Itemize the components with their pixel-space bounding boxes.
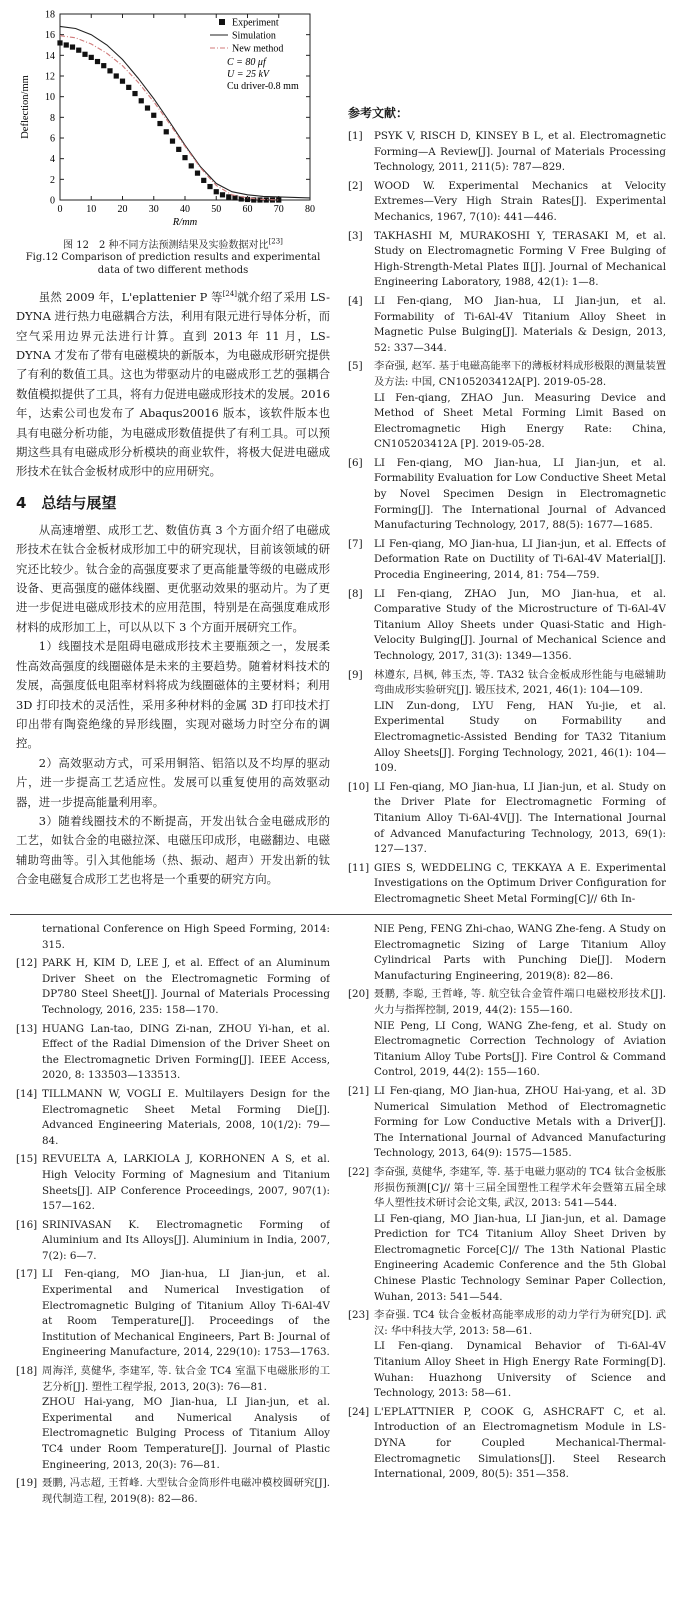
reference-number: [10] <box>348 780 370 793</box>
reference-text-primary: TILLMANN W, VOGLI E. Multilayers Design for the Electromagnetic Sheet Metal Forming Die[J]. Advanced Engineering Materials, 2008, 10(1/2): 79—84. <box>42 1087 330 1147</box>
reference-item <box>348 861 666 908</box>
y-tick-label: 12 <box>45 71 55 83</box>
chart-annotation: U = 25 kV <box>227 69 270 80</box>
chart-annotation: Cu driver-0.8 mm <box>227 81 299 92</box>
reference-text-primary: REVUELTA A, LARKIOLA J, KORHONEN A S, et al. High Velocity Forming of Magnesium and Titanium Sheets[J]. AIP Conference Proceedings, 2007, 907(1): 157—162. <box>42 1153 330 1213</box>
reference-text-translation: LI Fen-qiang, ZHAO Jun. Measuring Device and Method of Sheet Metal Forming Limit Based on Electromagnetic High Energy Rate: China, CN105203412A [P]. 2019-05-28. <box>374 391 666 451</box>
paragraph-point-1: 1）线圈技术是阻碍电磁成形技术主要瓶颈之一，发展柔性高效高强度的线圈磁体是未来的主要趋势。随着材料技术的发展，高强度低电阻率材料将成为线圈磁体的主要材料；利用 3D 打印技术的灵活性，采用多种材料的金属 3D 打印技术打印出带有陶瓷绝缘的异形线圈，实现对磁场力时空分布的调控。 <box>16 639 330 751</box>
experiment-point <box>195 171 200 176</box>
reference-text-primary: LI Fen-qiang, MO Jian-hua, ZHOU Hai-yang, et al. 3D Numerical Simulation Method of Electromagnetic Forming for Low Conductive Metals with a Driver[J]. The International Journal of Advanced Manufacturing Technology, 2013, 64(9): 1575—1585. <box>374 1084 666 1160</box>
x-tick-label: 60 <box>242 204 253 215</box>
y-tick-label: 18 <box>45 9 55 21</box>
reference-text-translation: LIN Zun-dong, LYU Feng, HAN Yu-jie, et al. Experimental Study on Formability and Electromagnetic-Assisted Bending for TA32 Titanium Alloy Sheets[J]. Forging Technology, 2021, 46(1): 104—109. <box>374 699 666 775</box>
reference-number: [16] <box>16 1218 38 1231</box>
reference-text <box>374 668 666 777</box>
reference-text-primary: GIES S, WEDDELING C, TEKKAYA A E. Experimental Investigations on the Optimum Driver Configuration for Electromagnetic Sheet Metal Forming[C]// 6th In- <box>374 861 666 905</box>
reference-text <box>42 1152 330 1214</box>
reference-item <box>348 587 666 665</box>
reference-number: [2] <box>348 179 363 192</box>
legend-marker-experiment <box>219 19 225 25</box>
reference-text-translation: LI Fen-qiang. Dynamical Behavior of Ti-6Al-4V Titanium Alloy Sheet in High Energy Rate Forming[D]. Wuhan: Huazhong University of Science and Technology, 2013: 58—61. <box>374 1340 666 1400</box>
reference-item <box>16 1267 330 1361</box>
y-axis-label: Deflection/mm <box>20 75 31 139</box>
reference-text <box>42 1087 330 1149</box>
reference-text <box>374 987 666 1081</box>
reference-text-translation: NIE Peng, LI Cong, WANG Zhe-feng, et al. Study on Electromagnetic Correction Technology of Aviation Titanium Alloy Tube Ports[J]. Fire Control & Command Control, 2019, 44(2): 155—160. <box>374 1019 666 1079</box>
reference-number: [18] <box>16 1365 38 1378</box>
reference-text <box>374 1084 666 1162</box>
reference-text-translation: LI Fen-qiang, MO Jian-hua, LI Jian-jun, et al. Damage Prediction for TC4 Titanium Alloy Sheet Driven by Electromagnetic Force[C]// The 13th National Plastic Engineering Academic Conference and the 5th Global Chinese Plastic Technology Seminar Paper Collection, Wuhan, 2013: 541—544. <box>374 1212 666 1303</box>
reference-text <box>374 1405 666 1483</box>
experiment-point <box>76 48 81 53</box>
reference-text-primary: LI Fen-qiang, MO Jian-hua, LI Jian-jun, et al. Experimental and Numerical Investigation of Electromagnetic Bulging of Titanium Alloy Ti-6Al-4V at Room Temperature[J]. Proceedings of the Institution of Mechanical Engineers, Part B: Journal of Engineering Manufacture, 2014, 229(10): 1753—1763. <box>42 1268 330 1359</box>
legend-label-experiment: Experiment <box>232 17 279 29</box>
reference-text <box>374 587 666 665</box>
reference-text-primary: 李奋强, 赵军. 基于电磁高能率下的薄板材料成形极限的测量装置及方法: 中国, CN105203412A[P]. 2019-05-28. <box>374 360 666 388</box>
reference-item <box>348 229 666 291</box>
reference-text-primary: 聂鹏, 李聪, 王哲峰, 等. 航空钛合金管件端口电磁校形技术[J]. 火力与指挥控制, 2019, 44(2): 155—160. <box>374 988 666 1016</box>
experiment-point <box>89 55 94 60</box>
experiment-point <box>176 147 181 152</box>
x-tick-label: 50 <box>211 204 222 215</box>
reference-number: [4] <box>348 294 363 307</box>
x-tick-label: 80 <box>305 204 315 215</box>
reference-number: [11] <box>348 861 370 874</box>
y-tick-label: 6 <box>50 133 55 145</box>
reference-item <box>348 987 666 1081</box>
experiment-point <box>201 178 206 183</box>
experiment-point <box>207 184 212 189</box>
experiment-point <box>157 121 162 126</box>
experiment-point <box>170 139 175 144</box>
reference-text-primary: 林遵东, 吕枫, 韩玉杰, 等. TA32 钛合金板成形性能与电磁辅助弯曲成形实验研究[J]. 锻压技术, 2021, 46(1): 104—109. <box>374 668 666 697</box>
deflection-chart <box>16 6 330 228</box>
reference-item <box>16 1476 330 1507</box>
experiment-point <box>214 189 219 194</box>
experiment-point <box>120 79 125 84</box>
reference-text-translation: ZHOU Hai-yang, MO Jian-hua, LI Jian-jun, et al. Experimental and Numerical Analysis of Electromagnetic Bulging Process of Titanium Alloy TC4 under Room Temperature[J]. Journal of Plastic Engineering, 2013, 20(3): 76—81. <box>42 1396 330 1471</box>
continuation-spacer <box>348 6 666 90</box>
experiment-point <box>82 52 87 57</box>
reference-text <box>374 179 666 226</box>
reference-item <box>348 1405 666 1483</box>
reference-item <box>16 1152 330 1214</box>
references-heading: 参考文献： <box>348 106 409 120</box>
y-tick-label: 10 <box>45 92 55 104</box>
figure-caption-cn: 图 12 2 种不同方法预测结果及实验数据对比[23] <box>63 237 283 251</box>
reference-number: [3] <box>348 229 363 242</box>
reference-text <box>374 294 666 356</box>
reference-item <box>16 956 330 1018</box>
reference-number: [12] <box>16 957 38 970</box>
reference-item <box>348 537 666 584</box>
right-column-top <box>348 6 666 912</box>
experiment-point <box>64 42 69 47</box>
reference-text-primary: LI Fen-qiang, MO Jian-hua, LI Jian-jun, et al. Study on the Driver Plate for Electromagnetic Forming of Titanium Alloy Ti-6Al-4V[J]. The International Journal of Advanced Manufacturing Technology, 2013, 69(1): 127—137. <box>374 780 666 856</box>
experiment-point <box>164 129 169 134</box>
reference-text-primary: PSYK V, RISCH D, KINSEY B L, et al. Electromagnetic Forming—A Review[J]. Journal of Materials Processing Technology, 2011, 211(5): 787—829. <box>374 130 666 174</box>
reference-text-primary: HUANG Lan-tao, DING Zi-nan, ZHOU Yi-han, et al. Effect of the Radial Dimension of the Driver Sheet on the Electromagnetic Driven Forming[J]. IEEE Access, 2020, 8: 133503—133513. <box>42 1022 330 1082</box>
x-tick-label: 70 <box>273 204 284 215</box>
reference-text <box>374 456 666 534</box>
reference-text <box>42 1218 330 1265</box>
experiment-point <box>257 197 262 202</box>
column-divider <box>10 914 672 915</box>
reference-text <box>374 861 666 908</box>
reference-text <box>374 1308 666 1402</box>
reference-text <box>42 1364 330 1473</box>
experiment-point <box>145 105 150 110</box>
experiment-point <box>182 155 187 160</box>
reference-text-primary: TAKHASHI M, MURAKOSHI Y, TERASAKI M, et al. Study on Electromagnetic Forming V Free Bulging of High-Strength-Metal Plates Ⅱ[J]. Journal of Mechanical Engineering Laboratory, 1988, 42(1): 1—8. <box>374 229 666 289</box>
reference-item <box>348 294 666 356</box>
reference-text <box>374 229 666 291</box>
section-heading: 4 总结与展望 <box>16 493 117 512</box>
legend-label-new-method: New method <box>232 43 284 55</box>
experiment-point <box>226 194 231 199</box>
reference-text-primary: LI Fen-qiang, MO Jian-hua, LI Jian-jun, et al. Effects of Deformation Rate on Ductility of Ti-6Al-4V Material[J]. Procedia Engineering, 2014, 81: 754—759. <box>374 537 666 582</box>
reference-text-primary: SRINIVASAN K. Electromagnetic Forming of Aluminium and Its Alloys[J]. Aluminium in India, 2007, 7(2): 6—7. <box>42 1218 330 1262</box>
reference-text-primary: L'EPLATTNIER P, COOK G, ASHCRAFT C, et al. Introduction of an Electromagnetism Module in LS-DYNA for Coupled Mechanical-Thermal-Electromagnetic Simulations[J]. Steel Research International, 2009, 80(5): 351—358. <box>374 1405 666 1481</box>
experiment-point <box>114 73 119 78</box>
experiment-point <box>151 113 156 118</box>
reference-text-primary: WOOD W. Experimental Mechanics at Velocity Extremes—Very High Strain Rates[J]. Experimental Mechanics, 1967, 7(10): 441—446. <box>374 179 666 223</box>
x-tick-label: 30 <box>148 204 159 215</box>
y-tick-label: 2 <box>50 174 55 186</box>
reference-text <box>42 1476 330 1507</box>
reference-item <box>348 456 666 534</box>
reference-item <box>348 1308 666 1402</box>
experiment-point <box>139 98 144 103</box>
reference-number: [14] <box>16 1087 38 1100</box>
reference-number: [20] <box>348 988 370 1001</box>
experiment-point <box>70 44 75 49</box>
reference-text <box>42 956 330 1018</box>
reference-number: [17] <box>16 1268 38 1281</box>
reference-list-3 <box>348 987 666 1482</box>
y-tick-label: 14 <box>45 50 55 62</box>
reference-item <box>348 1165 666 1305</box>
y-tick-label: 16 <box>45 30 55 42</box>
reference-text-primary: LI Fen-qiang, MO Jian-hua, LI Jian-jun, et al. Formability of Ti-6Al-4V Titanium Alloy Sheet in Magnetic Pulse Bulging[J]. Materials & Design, 2013, 52: 337—344. <box>374 294 666 354</box>
reference-text <box>374 359 666 453</box>
chart-annotation: C = 80 μf <box>227 57 266 68</box>
experiment-point <box>220 192 225 197</box>
reference-text <box>374 1165 666 1305</box>
experiment-point <box>57 40 62 45</box>
reference-number: [19] <box>16 1477 38 1490</box>
left-column-bottom <box>16 922 330 1608</box>
experiment-point <box>101 63 106 68</box>
experiment-point <box>126 85 131 90</box>
y-tick-label: 8 <box>50 112 55 124</box>
reference-item <box>348 179 666 226</box>
y-tick-label: 4 <box>50 154 55 166</box>
experiment-point <box>107 68 112 73</box>
experiment-point <box>276 197 281 202</box>
x-tick-label: 20 <box>117 204 128 215</box>
reference-number: [1] <box>348 130 363 142</box>
x-axis-label: R/mm <box>172 217 198 228</box>
reference-item <box>16 1022 330 1084</box>
paragraph-summary: 从高速增塑、成形工艺、数值仿真 3 个方面介绍了电磁成形技术在钛合金板材成形加工中的研究现状，目前该领域的研究还比较少。钛合金的高强度要求了更高能量等级的电磁成形设备、更高强度的磁体线圈、更优驱动效果的驱动片。为了更进一步促进电磁成形技术的应用范围，特别是在高强度难成形材料的成形加工上，可以从以下 3 个方面开展研究工作。 <box>16 522 330 634</box>
reference-item <box>16 1087 330 1149</box>
x-tick-label: 10 <box>86 204 97 215</box>
reference-text-primary: PARK H, KIM D, LEE J, et al. Effect of an Aluminum Driver Sheet on the Electromagnetic Forming of DP780 Steel Sheet[J]. Journal of Materials Processing Technology, 2016, 235: 158—170. <box>42 957 330 1016</box>
reference-number: [24] <box>348 1405 370 1418</box>
reference-item <box>16 1364 330 1473</box>
reference-number: [22] <box>348 1165 370 1178</box>
experiment-point <box>232 195 237 200</box>
reference-text <box>42 1022 330 1084</box>
reference-text <box>374 129 666 176</box>
reference-text-primary: 李奋强. TC4 钛合金板材高能率成形的动力学行为研究[D]. 武汉: 华中科技大学, 2013: 58—61. <box>374 1309 666 1337</box>
plot-frame <box>60 14 310 200</box>
paragraph-ls-dyna: 虽然 2009 年，L'eplattenier P 等[24]就介绍了采用 LS-DYNA 进行热力电磁耦合方法，利用有限元进行导体分析，而空气采用边界元法进行计算。直到 2013 年 11 月，LS-DYNA 才发布了带有电磁模块的新版本，为电磁成形研究提供了有利的数值工具。这也为带驱动片的电磁成形工艺的强耦合数值模拟提供了工具，将有力促进电磁成形技术的发展。2016 年，达索公司也发布了 Abaqus20016 版本，该软件版本也具有电磁分析功能，为电磁成形数值提供了有利工具。可以预期这些具有电磁成形分析模块的商业软件，将极大促进电磁成形技术在钛合金板材成形中的应用研究。 <box>16 289 330 479</box>
reference-text-primary: 聂鹏, 冯志超, 王哲峰. 大型钛合金筒形件电磁冲模校圆研究[J]. 现代制造工程, 2019(8): 82—86. <box>42 1477 330 1505</box>
reference-number: [9] <box>348 668 363 681</box>
reference-item <box>348 359 666 453</box>
reference-11-continued: ternational Conference on High Speed Forming, 2014: 315. <box>42 923 330 951</box>
reference-number: [5] <box>348 360 363 373</box>
reference-list-2 <box>16 956 330 1507</box>
reference-text-primary: LI Fen-qiang, ZHAO Jun, MO Jian-hua, et al. Comparative Study of the Microstructure of Ti-6Al-4V Titanium Alloy Sheets under Quasi-Static and High-Velocity Bulging[J]. Journal of Mechanical Science and Technology, 2017, 31(3): 1349—1356. <box>374 587 666 662</box>
reference-list-1 <box>348 129 666 908</box>
reference-number: [7] <box>348 537 363 550</box>
reference-number: [21] <box>348 1084 370 1097</box>
reference-item <box>16 1218 330 1265</box>
paragraph-point-2: 2）高效驱动方式，可采用铜箔、铝箔以及不均厚的驱动片，进一步提高工艺适应性。发展可以重复使用的高效驱动器，进一步提高能量利用率。 <box>16 755 330 809</box>
reference-number: [13] <box>16 1022 38 1035</box>
right-column-bottom <box>348 922 666 1608</box>
reference-number: [15] <box>16 1153 38 1166</box>
reference-text <box>374 780 666 858</box>
reference-number: [23] <box>348 1309 370 1322</box>
paragraph-point-3: 3）随着线圈技术的不断提高，开发出钛合金电磁成形的工艺，如钛合金的电磁拉深、电磁压印成形，电磁翻边、电磁辅助弯曲等。引入其他能场（热、振动、超声）开发出新的钛合金电磁复合成形工艺也将是一个重要的研究方向。 <box>16 813 330 887</box>
reference-19-continued: NIE Peng, FENG Zhi-chao, WANG Zhe-feng. A Study on Electromagnetic Sizing of Large Titanium Alloy Cylindrical Parts with Punching Die[J]. Modern Manufacturing Engineering, 2019(8): 82—86. <box>374 923 666 982</box>
reference-text <box>42 1267 330 1361</box>
left-column-top <box>16 6 330 912</box>
reference-text-primary: 李奋强, 莫健华, 李建军, 等. 基于电磁力驱动的 TC4 钛合金板胀形损伤预测[C]// 第十三届全国塑性工程学术年会暨第五届全球华人塑性技术研讨会论文集, 武汉, 2013: 541—544. <box>374 1165 666 1210</box>
figure-caption-en: Fig.12 Comparison of prediction results and experimental data of two different methods <box>25 252 321 276</box>
reference-item <box>348 1084 666 1162</box>
reference-item <box>348 780 666 858</box>
reference-number: [6] <box>348 456 363 469</box>
y-tick-label: 0 <box>50 195 55 207</box>
reference-item <box>348 668 666 777</box>
experiment-point <box>132 91 137 96</box>
x-tick-label: 40 <box>180 204 190 215</box>
reference-number: [8] <box>348 587 363 600</box>
x-tick-label: 0 <box>57 204 63 215</box>
experiment-point <box>95 59 100 64</box>
reference-item <box>348 129 666 176</box>
reference-text-primary: LI Fen-qiang, MO Jian-hua, LI Jian-jun, et al. Formability Evaluation for Low Conductive Sheet Metal by Novel Specimen Design in Electromagnetic Forming[J]. The International Journal of Advanced Manufacturing Technology, 2017, 88(5): 1677—1685. <box>374 456 666 532</box>
reference-text-primary: 周海洋, 莫健华, 李建军, 等. 钛合金 TC4 室温下电磁胀形的工艺分析[J]. 塑性工程学报, 2013, 20(3): 76—81. <box>42 1365 330 1393</box>
experiment-point <box>189 163 194 168</box>
legend-label-simulation: Simulation <box>232 30 276 42</box>
reference-text <box>374 537 666 584</box>
